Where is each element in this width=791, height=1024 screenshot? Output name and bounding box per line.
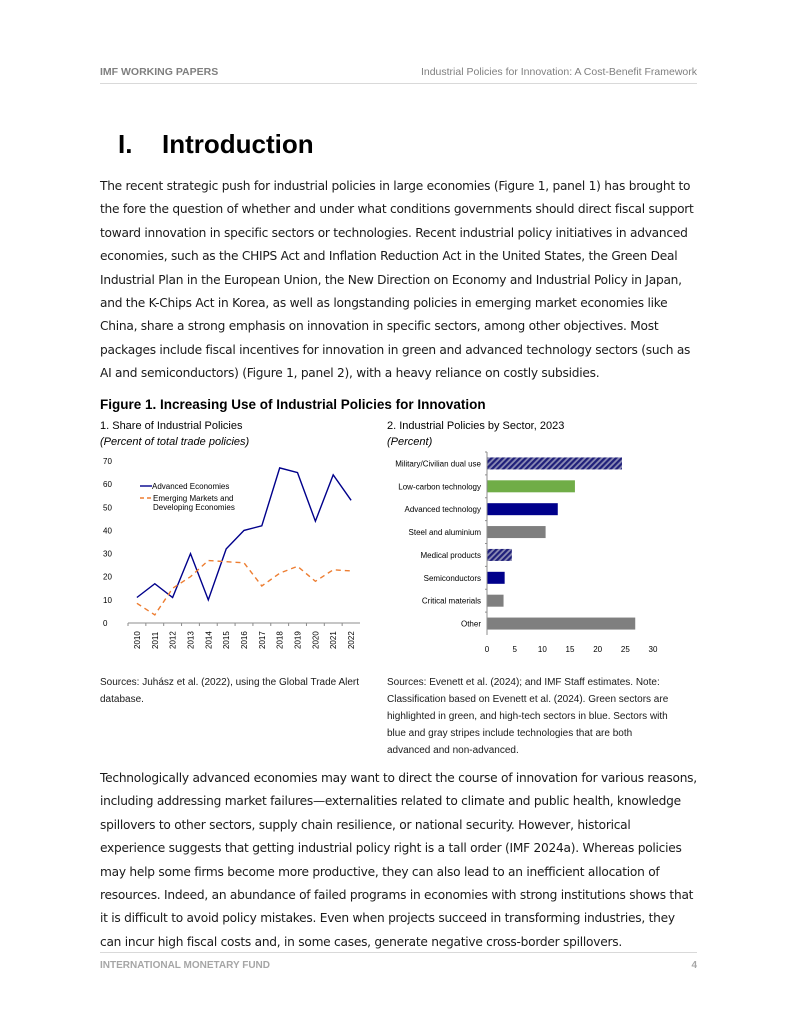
- panel2-title: 2. Industrial Policies by Sector, 2023: [387, 420, 565, 432]
- y-tick-label: 30: [103, 549, 112, 559]
- bar: [488, 595, 504, 607]
- category-label: Medical products: [420, 550, 481, 560]
- panel1-subtitle: (Percent of total trade policies): [100, 436, 250, 448]
- x-tick-label: 2019: [293, 631, 303, 649]
- category-label: Semiconductors: [423, 573, 481, 583]
- category-label: Military/Civilian dual use: [395, 459, 481, 469]
- bar: [488, 457, 622, 469]
- paragraph-1: The recent strategic push for industrial policies in large economies (Figure 1, panel 1) has brought to the fore the question of whether and under what conditions governments should direct fiscal support toward innovation in specific sectors or technologies. Recent industrial policy initiatives in advanced economies, such as the CHIPS Act and Inflation Reduction Act in the United States, the Green Deal Industrial Plan in the European Union, the New Direction on Economy and Industrial Policy in Japan, and the K-Chips Act in Korea, as well as longstanding policies in emerging market economies like China, share a strong emphasis on innovation in specific sectors, among other objectives. Most packages include fiscal incentives for innovation in green and advanced technology sectors (such as AI and semiconductors) (Figure 1, panel 2), with a heavy reliance on costly subsidies.: [100, 179, 694, 381]
- bar: [488, 503, 558, 515]
- x-tick-label: 2012: [168, 631, 178, 649]
- x-tick-label: 10: [537, 645, 547, 654]
- legend-label-advanced: Advanced Economies: [152, 482, 230, 491]
- panel1-sources: Sources: Juhász et al. (2022), using the Global Trade Alert database.: [100, 677, 360, 705]
- x-tick-label: 30: [648, 645, 658, 654]
- x-tick-label: 2022: [347, 631, 357, 649]
- section-heading: [118, 129, 314, 160]
- y-tick-label: 40: [103, 526, 112, 536]
- x-tick-label: 2018: [275, 631, 285, 649]
- legend-label-emde-line1: Emerging Markets and: [153, 494, 234, 503]
- x-tick-label: 2015: [222, 631, 232, 649]
- x-tick-label: 0: [484, 645, 490, 654]
- series-name: IMF WORKING PAPERS: [100, 66, 219, 78]
- x-tick-label: 2020: [311, 631, 321, 649]
- y-tick-label: 10: [103, 595, 112, 605]
- section-title: Introduction: [162, 129, 314, 159]
- x-tick-label: 2013: [186, 631, 196, 649]
- paper-title: Industrial Policies for Innovation: A Cost-Benefit Framework: [420, 66, 697, 78]
- x-tick-label: 15: [565, 645, 575, 654]
- x-tick-label: 2021: [329, 631, 339, 649]
- series-line-emde: [137, 561, 351, 615]
- y-tick-label: 50: [103, 503, 112, 513]
- category-label: Advanced technology: [404, 505, 481, 515]
- bar: [488, 572, 505, 584]
- x-tick-label: 20: [593, 645, 603, 654]
- panel2-sources: Sources: Evenett et al. (2024); and IMF Staff estimates. Note: Classification based on Evenett et al. (2024). Green sectors are highlighted in green, and high-tech sectors in blue. Sectors with blue and gray stripes include technologies that are both advanced and non-advanced.: [387, 677, 669, 756]
- category-label: Steel and aluminium: [408, 528, 481, 538]
- x-tick-label: 2016: [240, 631, 249, 649]
- panel2-subtitle: (Percent): [387, 436, 433, 448]
- category-label: Low-carbon technology: [398, 482, 481, 492]
- y-tick-label: 20: [103, 572, 112, 582]
- x-tick-label: 2017: [257, 631, 267, 649]
- figure-title: Figure 1. Increasing Use of Industrial Policies for Innovation: [100, 397, 486, 412]
- header-rule: [100, 83, 697, 84]
- x-tick-label: 2014: [204, 631, 214, 649]
- line-chart: [95, 452, 375, 667]
- category-label: Critical materials: [421, 596, 481, 606]
- legend-label-emde-line2: Developing Economies: [153, 503, 235, 512]
- bar: [488, 526, 546, 538]
- section-number: I.: [118, 129, 133, 159]
- paragraph-2: Technologically advanced economies may want to direct the course of innovation for various reasons, including addressing market failures—externalities related to climate and public health, knowledge spillovers to other sectors, supply chain resilience, or national security. However, historical experience suggests that getting industrial policy right is a tall order (IMF 2024a). Whereas policies may help some firms become more productive, they can also lead to an inefficient allocation of resources. Indeed, an abundance of failed programs in economies with strong institutions shows that it is difficult to avoid policy mistakes. Even when projects succeed in transforming industries, they can incur high fiscal costs and, in some cases, generate negative cross-border spillovers.: [100, 771, 697, 949]
- footer-rule: [100, 952, 697, 953]
- y-tick-label: 60: [103, 480, 112, 490]
- bar: [488, 618, 636, 630]
- x-tick-label: 2011: [150, 631, 160, 649]
- category-label: Other: [460, 619, 481, 629]
- x-tick-label: 2010: [132, 631, 142, 649]
- bar-chart: [385, 450, 685, 660]
- page-number: 4: [691, 960, 697, 971]
- x-tick-label: 25: [620, 645, 630, 654]
- panel1-title: 1. Share of Industrial Policies: [100, 420, 243, 432]
- x-tick-label: 5: [512, 645, 517, 654]
- bar: [488, 480, 575, 492]
- footer-org: INTERNATIONAL MONETARY FUND: [100, 960, 270, 971]
- bar: [488, 549, 512, 561]
- y-tick-label: 0: [103, 619, 108, 628]
- page-header: [100, 66, 697, 82]
- y-tick-label: 70: [103, 457, 112, 466]
